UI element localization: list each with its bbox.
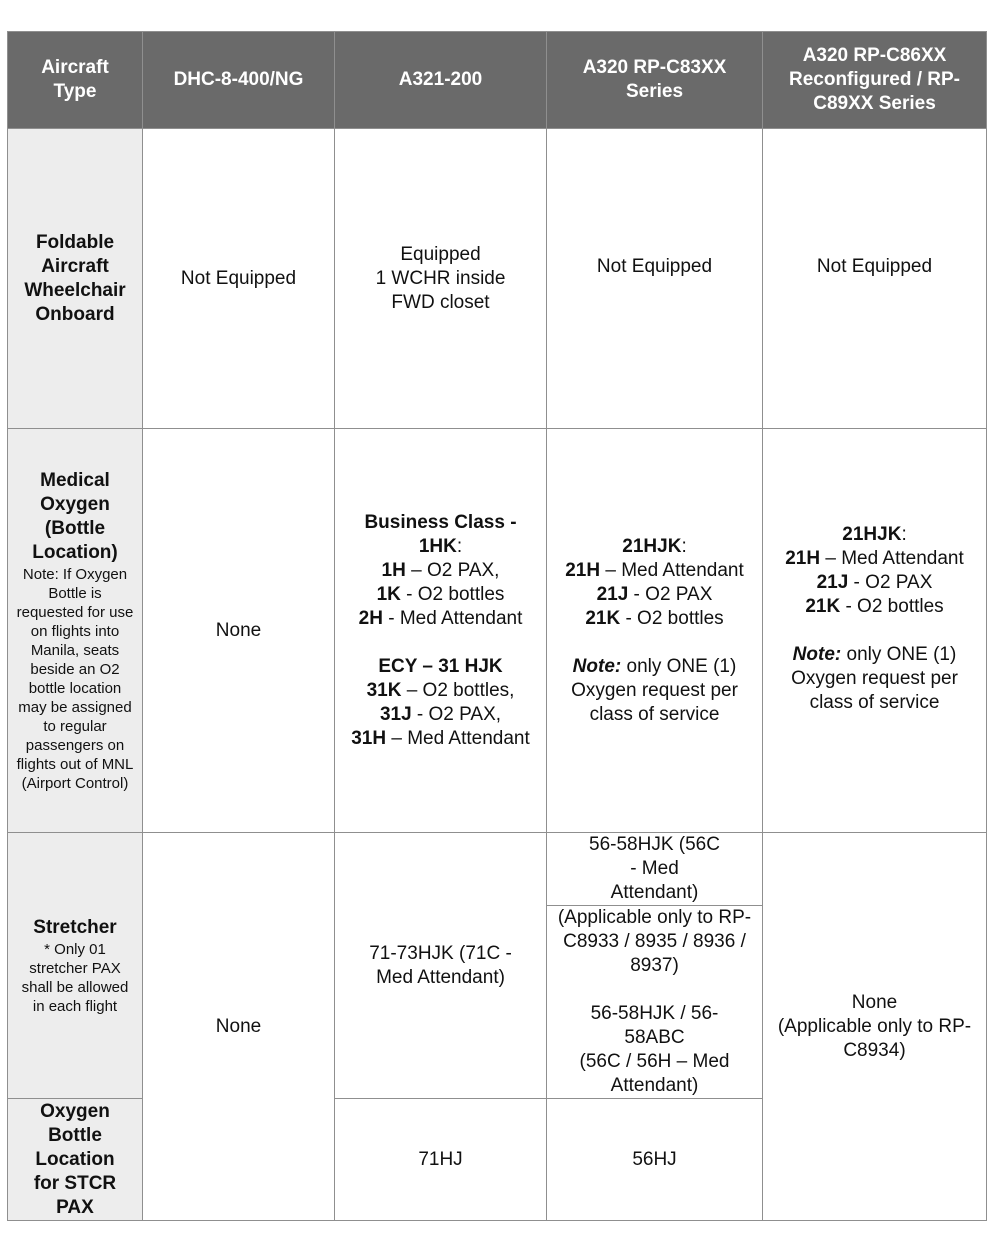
stcr-oxygen-a320-83xx: 56HJ bbox=[547, 1099, 763, 1221]
note-text: only ONE (1) Oxygen request per class of service bbox=[571, 655, 738, 725]
wheelchair-a321-line: 1 WCHR inside bbox=[375, 267, 506, 289]
stretcher-attendant: (56C / 56H – Med Attendant) bbox=[579, 1051, 730, 1096]
seat-code: 21J bbox=[816, 571, 849, 593]
stcr-oxygen-label: Oxygen Bottle Location for STCR PAX bbox=[8, 1099, 143, 1221]
note-text: only ONE (1) Oxygen request per class of service bbox=[791, 643, 958, 713]
stretcher-a320-86xx-value: None bbox=[851, 991, 898, 1013]
seat-role: - O2 bottles bbox=[840, 595, 944, 617]
colon: : bbox=[456, 535, 463, 557]
seat-role: – O2 bottles, bbox=[401, 679, 515, 701]
header-a321-200: A321-200 bbox=[335, 32, 547, 129]
seat-role: - O2 PAX bbox=[628, 583, 713, 605]
seat-code: 1K bbox=[376, 583, 401, 605]
oxygen-a321-biz-title: Business Class - 1HK bbox=[364, 511, 517, 557]
seat-code: 21J bbox=[596, 583, 629, 605]
seat-role: – O2 PAX, bbox=[405, 559, 500, 581]
oxygen-a321-ecy-title: ECY – 31 HJK bbox=[378, 655, 503, 677]
header-a320-83xx: A320 RP-C83XX Series bbox=[547, 32, 763, 129]
stretcher-a320-83xx-top: 56-58HJK (56C - Med Attendant) bbox=[547, 833, 763, 906]
seat-code: 21H bbox=[785, 547, 821, 569]
stcr-oxygen-a321: 71HJ bbox=[335, 1099, 547, 1221]
seat-role: - O2 bottles bbox=[400, 583, 505, 605]
stretcher-applicability: (Applicable only to RP-C8933 / 8935 / 8936 / 8937) bbox=[557, 907, 752, 976]
oxygen-label-cell bbox=[8, 429, 143, 833]
seat-role: – Med Attendant bbox=[386, 727, 530, 749]
seat-role: - Med Attendant bbox=[382, 607, 523, 629]
seat-role: - O2 PAX, bbox=[411, 703, 502, 725]
seat-role: - O2 bottles bbox=[620, 607, 724, 629]
aircraft-equipment-table bbox=[7, 31, 987, 1221]
wheelchair-row bbox=[8, 129, 987, 429]
seat-role: – Med Attendant bbox=[600, 559, 744, 581]
stretcher-a320-83xx-bottom bbox=[547, 906, 763, 1099]
header-dhc-8-400: DHC-8-400/NG bbox=[143, 32, 335, 129]
wheelchair-label: Foldable Aircraft Wheelchair Onboard bbox=[8, 129, 143, 429]
wheelchair-a321 bbox=[335, 129, 547, 429]
oxygen-note: Note: If Oxygen Bottle is requested for use on flights into Manila, seats beside an O2 bottle location may be assigned to regular passengers on flights out of MNL (Airport Control) bbox=[16, 565, 134, 792]
oxygen-a321 bbox=[335, 429, 547, 833]
oxygen-a320-86xx bbox=[763, 429, 987, 833]
header-aircraft-type: Aircraft Type bbox=[8, 32, 143, 129]
oxygen-a320-83xx bbox=[547, 429, 763, 833]
note-label: Note: bbox=[792, 643, 842, 665]
wheelchair-a320-86xx: Not Equipped bbox=[763, 129, 987, 429]
stretcher-row-top bbox=[8, 833, 987, 906]
seat-code: 2H bbox=[358, 607, 383, 629]
header-a320-86xx: A320 RP-C86XX Reconfigured / RP-C89XX Series bbox=[763, 32, 987, 129]
stretcher-label-cell bbox=[8, 833, 143, 1099]
wheelchair-a321-line: Equipped bbox=[400, 243, 481, 265]
oxygen-row bbox=[8, 429, 987, 833]
stretcher-dhc: None bbox=[143, 833, 335, 1221]
seat-code: 21H bbox=[565, 559, 601, 581]
wheelchair-dhc: Not Equipped bbox=[143, 129, 335, 429]
stretcher-seats: 56-58HJK / 56-58ABC bbox=[590, 1003, 719, 1048]
seat-role: – Med Attendant bbox=[820, 547, 964, 569]
colon: : bbox=[901, 523, 907, 545]
stretcher-a320-86xx bbox=[763, 833, 987, 1221]
stretcher-label: Stretcher bbox=[33, 916, 117, 938]
seat-code: 31K bbox=[366, 679, 402, 701]
stretcher-a320-86xx-note: (Applicable only to RP-C8934) bbox=[777, 1015, 972, 1061]
seat-group-title: 21HJK bbox=[842, 523, 902, 545]
seat-code: 1H bbox=[381, 559, 406, 581]
note-label: Note: bbox=[572, 655, 622, 677]
seat-code: 21K bbox=[585, 607, 621, 629]
oxygen-dhc: None bbox=[143, 429, 335, 833]
stretcher-a321: 71-73HJK (71C - Med Attendant) bbox=[335, 833, 547, 1099]
colon: : bbox=[681, 535, 687, 557]
wheelchair-a320-83xx: Not Equipped bbox=[547, 129, 763, 429]
seat-group-title: 21HJK bbox=[622, 535, 682, 557]
header-row bbox=[8, 32, 987, 129]
seat-role: - O2 PAX bbox=[848, 571, 933, 593]
oxygen-label: Medical Oxygen (Bottle Location) bbox=[32, 469, 118, 563]
seat-code: 31J bbox=[379, 703, 412, 725]
seat-code: 31H bbox=[351, 727, 387, 749]
wheelchair-a321-line: FWD closet bbox=[391, 291, 490, 313]
seat-code: 21K bbox=[805, 595, 841, 617]
stretcher-note: * Only 01 stretcher PAX shall be allowed in each flight bbox=[21, 940, 129, 1015]
